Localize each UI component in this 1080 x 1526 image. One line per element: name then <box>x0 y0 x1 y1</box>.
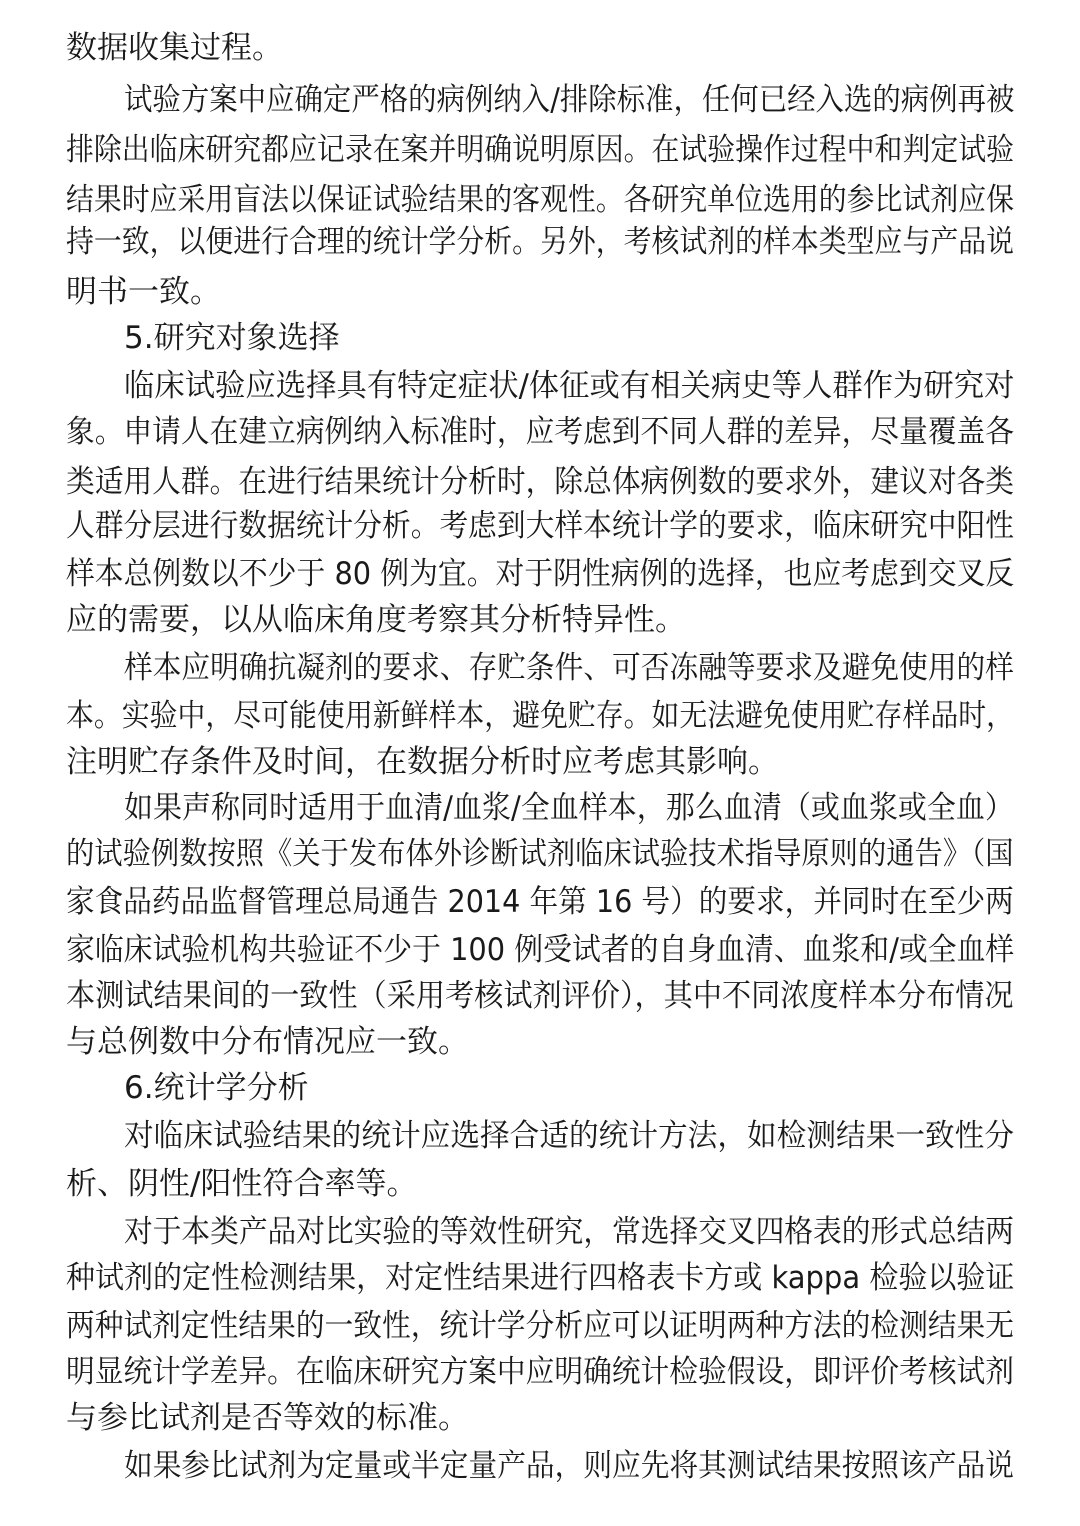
text-line: 试验方案中应确定严格的病例纳入/排除标准，任何已经入选的病例再被 <box>124 82 1015 118</box>
text-line: 析、阴性/阳性符合率等。 <box>66 1166 418 1202</box>
text-line: 应的需要，以从临床角度考察其分析特异性。 <box>66 602 686 638</box>
text-line: 种试剂的定性检测结果，对定性结果进行四格表卡方或 kappa 检验以验证 <box>66 1260 1015 1296</box>
section-heading: 5.研究对象选择 <box>124 320 340 356</box>
text-line: 本测试结果间的一致性（采用考核试剂评价），其中不同浓度样本分布情况 <box>66 978 1014 1014</box>
text-line: 临床试验应选择具有特定症状/体征或有相关病史等人群作为研究对 <box>124 368 1015 404</box>
text-line: 家食品药品监督管理总局通告 2014 年第 16 号）的要求，并同时在至少两 <box>66 884 1014 920</box>
section-heading: 6.统计学分析 <box>124 1070 309 1106</box>
text-line: 家临床试验机构共验证不少于 100 例受试者的自身血清、血浆和/或全血样 <box>66 932 1015 968</box>
text-line: 明书一致。 <box>66 274 221 310</box>
text-line: 与参比试剂是否等效的标准。 <box>66 1400 469 1436</box>
text-line: 注明贮存条件及时间，在数据分析时应考虑其影响。 <box>66 744 779 780</box>
text-line: 的试验例数按照《关于发布体外诊断试剂临床试验技术指导原则的通告》（国 <box>66 836 1014 872</box>
text-line: 与总例数中分布情况应一致。 <box>66 1024 469 1060</box>
text-line: 类适用人群。在进行结果统计分析时，除总体病例数的要求外，建议对各类 <box>66 464 1015 500</box>
text-line: 两种试剂定性结果的一致性，统计学分析应可以证明两种方法的检测结果无 <box>66 1308 1015 1344</box>
text-line: 象。申请人在建立病例纳入标准时，应考虑到不同人群的差异，尽量覆盖各 <box>66 414 1015 450</box>
text-line: 持一致，以便进行合理的统计学分析。另外，考核试剂的样本类型应与产品说 <box>66 224 1014 260</box>
text-line: 对临床试验结果的统计应选择合适的统计方法，如检测结果一致性分 <box>124 1118 1015 1154</box>
text-line: 本。实验中，尽可能使用新鲜样本，避免贮存。如无法避免使用贮存样品时， <box>66 698 1014 734</box>
text-line: 如果参比试剂为定量或半定量产品，则应先将其测试结果按照该产品说 <box>124 1448 1014 1484</box>
text-line: 人群分层进行数据统计分析。考虑到大样本统计学的要求，临床研究中阳性 <box>66 508 1015 544</box>
text-line: 数据收集过程。 <box>66 30 283 66</box>
text-line: 如果声称同时适用于血清/血浆/全血样本，那么血清（或血浆或全血） <box>124 790 1014 826</box>
text-line: 样本总例数以不少于 80 例为宜。对于阴性病例的选择，也应考虑到交叉反 <box>66 556 1015 592</box>
text-line: 结果时应采用盲法以保证试验结果的客观性。各研究单位选用的参比试剂应保 <box>66 182 1014 218</box>
text-line: 对于本类产品对比实验的等效性研究，常选择交叉四格表的形式总结两 <box>124 1214 1014 1250</box>
text-line: 排除出临床研究都应记录在案并明确说明原因。在试验操作过程中和判定试验 <box>66 132 1014 168</box>
text-line: 明显统计学差异。在临床研究方案中应明确统计检验假设，即评价考核试剂 <box>66 1354 1015 1390</box>
text-line: 样本应明确抗凝剂的要求、存贮条件、可否冻融等要求及避免使用的样 <box>124 650 1014 686</box>
